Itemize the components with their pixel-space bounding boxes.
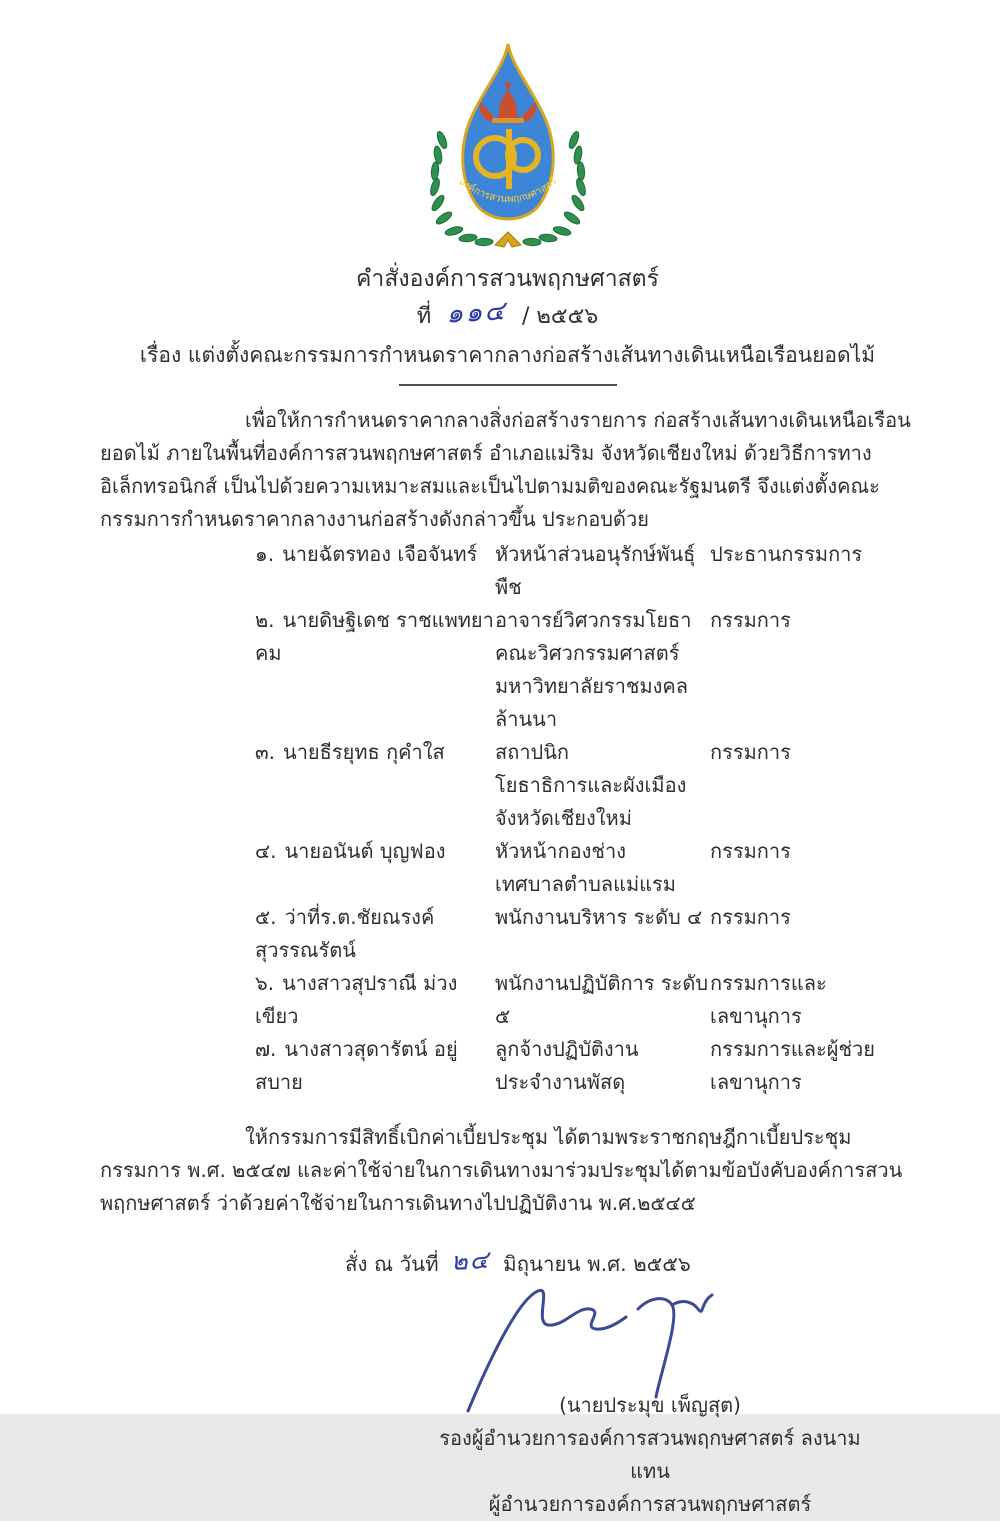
opening-paragraph: เพื่อให้การกำหนดราคากลางสิ่งก่อสร้างรายการ ก่อสร้างเส้นทางเดินเหนือเรือนยอดไม้ ภายในพื้นที่องค์การสวนพฤกษศาสตร์ อำเภอแม่ริม จังหวัดเชียงใหม่ ด้วยวิธีการทางอิเล็กทรอนิกส์ เป็นไปด้วยความเหมาะสมและเป็นไปตามมติของคณะรัฐมนตรี จึงแต่งตั้งคณะกรรมการกำหนดราคากลางงานก่อสร้างดังกล่าวขึ้น ประกอบด้วย: [100, 408, 911, 531]
signer-title-line1: รองผู้อำนวยการองค์การสวนพฤกษศาสตร์ ลงนามแทน: [439, 1426, 861, 1483]
date-prefix: สั่ง ณ วันที่: [345, 1252, 439, 1276]
document-title: คำสั่งองค์การสวนพฤกษศาสตร์: [356, 266, 659, 292]
subject-divider: [399, 384, 617, 386]
member-number: ๕.: [255, 905, 277, 929]
member-position: หัวหน้ากองช่าง เทศบาลตำบลแม่แรม: [495, 839, 676, 896]
member-role: กรรมการ: [710, 608, 791, 632]
member-name: ๑. นายฉัตรทอง เจือจันทร์: [255, 538, 495, 571]
number-year: / ๒๕๕๖: [522, 304, 599, 329]
member-role: ประธานกรรมการ: [710, 542, 863, 566]
committee-row-5: [255, 901, 915, 967]
handwritten-document-number: ๑๑๔: [445, 295, 508, 330]
member-position: พนักงานบริหาร ระดับ ๔: [495, 905, 703, 929]
member-position: พนักงานปฏิบัติการ ระดับ ๕: [495, 971, 709, 1028]
member-role: กรรมการ: [710, 839, 791, 863]
committee-list: [255, 538, 915, 1099]
number-prefix: ที่: [416, 304, 432, 329]
member-number: ๔.: [255, 839, 277, 863]
member-number: ๒.: [255, 608, 275, 632]
committee-row-3: [255, 736, 915, 835]
document-subject: เรื่อง แต่งตั้งคณะกรรมการกำหนดราคากลางก่อสร้างเส้นทางเดินเหนือเรือนยอดไม้: [139, 343, 876, 367]
committee-row-6: [255, 967, 915, 1033]
member-role: กรรมการและเลขานุการ: [710, 971, 827, 1028]
member-position: หัวหน้าส่วนอนุรักษ์พันธุ์พืช: [495, 542, 696, 599]
member-role: กรรมการและผู้ช่วยเลขานุการ: [710, 1037, 875, 1094]
committee-row-2: [255, 604, 915, 736]
signature-block: [435, 1291, 865, 1521]
member-name: ๓. นายธีรยุทธ กุคำใส: [255, 736, 495, 769]
emblem-banner-text: องค์การสวนพฤกษศาสตร์: [456, 176, 559, 206]
signer-title-line2: ผู้อำนวยการองค์การสวนพฤกษศาสตร์: [488, 1492, 812, 1516]
member-number: ๗.: [255, 1037, 277, 1061]
handwritten-signature-icon: [460, 1279, 720, 1419]
member-name: ๔. นายอนันต์ บุญฟอง: [255, 835, 495, 868]
member-name: ๕. ว่าที่ร.ต.ชัยณรงค์ สุวรรณรัตน์: [255, 901, 495, 967]
date-suffix: มิถุนายน พ.ศ. ๒๕๕๖: [503, 1252, 691, 1276]
member-role: กรรมการ: [710, 740, 791, 764]
signer-name: (นายประมุข เพ็ญสุต): [559, 1393, 741, 1417]
committee-row-1: [255, 538, 915, 604]
member-position: ลูกจ้างปฏิบัติงาน ประจำงานพัสดุ: [495, 1037, 639, 1094]
handwritten-day: ๒๔: [450, 1244, 492, 1277]
committee-row-7: [255, 1033, 915, 1099]
ribbon-bow-icon: [495, 232, 521, 247]
member-number: ๑.: [255, 542, 275, 566]
member-position: สถาปนิก โยธาธิการและผังเมือง จังหวัดเชียงใหม่: [495, 740, 687, 830]
member-number: ๖.: [255, 971, 275, 995]
member-role: กรรมการ: [710, 905, 791, 929]
emblem-container: [100, 38, 915, 252]
organization-emblem-icon: [428, 38, 588, 248]
member-name: ๗. นางสาวสุดารัตน์ อยู่สบาย: [255, 1033, 495, 1099]
order-date-line: [345, 1246, 915, 1281]
member-name: ๖. นางสาวสุปราณี ม่วงเขียว: [255, 967, 495, 1033]
document-number-line: [100, 296, 915, 336]
closing-paragraph: ให้กรรมการมีสิทธิ์เบิกค่าเบี้ยประชุม ได้ตามพระราชกฤษฎีกาเบี้ยประชุมกรรมการ พ.ศ. ๒๕๔๗ และค่าใช้จ่ายในการเดินทางมาร่วมประชุมได้ตามข้อบังคับองค์การสวนพฤกษศาสตร์ ว่าด้วยค่าใช้จ่ายในการเดินทางไปปฏิบัติงาน พ.ศ.๒๕๔๕: [100, 1125, 903, 1215]
member-number: ๓.: [255, 740, 276, 764]
member-position: อาจารย์วิศวกรรมโยธา คณะวิศวกรรมศาสตร์ มหาวิทยาลัยราชมงคลล้านนา: [495, 608, 692, 731]
member-name: ๒. นายดิษฐิเดช ราชแพทยาคม: [255, 604, 495, 670]
committee-row-4: [255, 835, 915, 901]
